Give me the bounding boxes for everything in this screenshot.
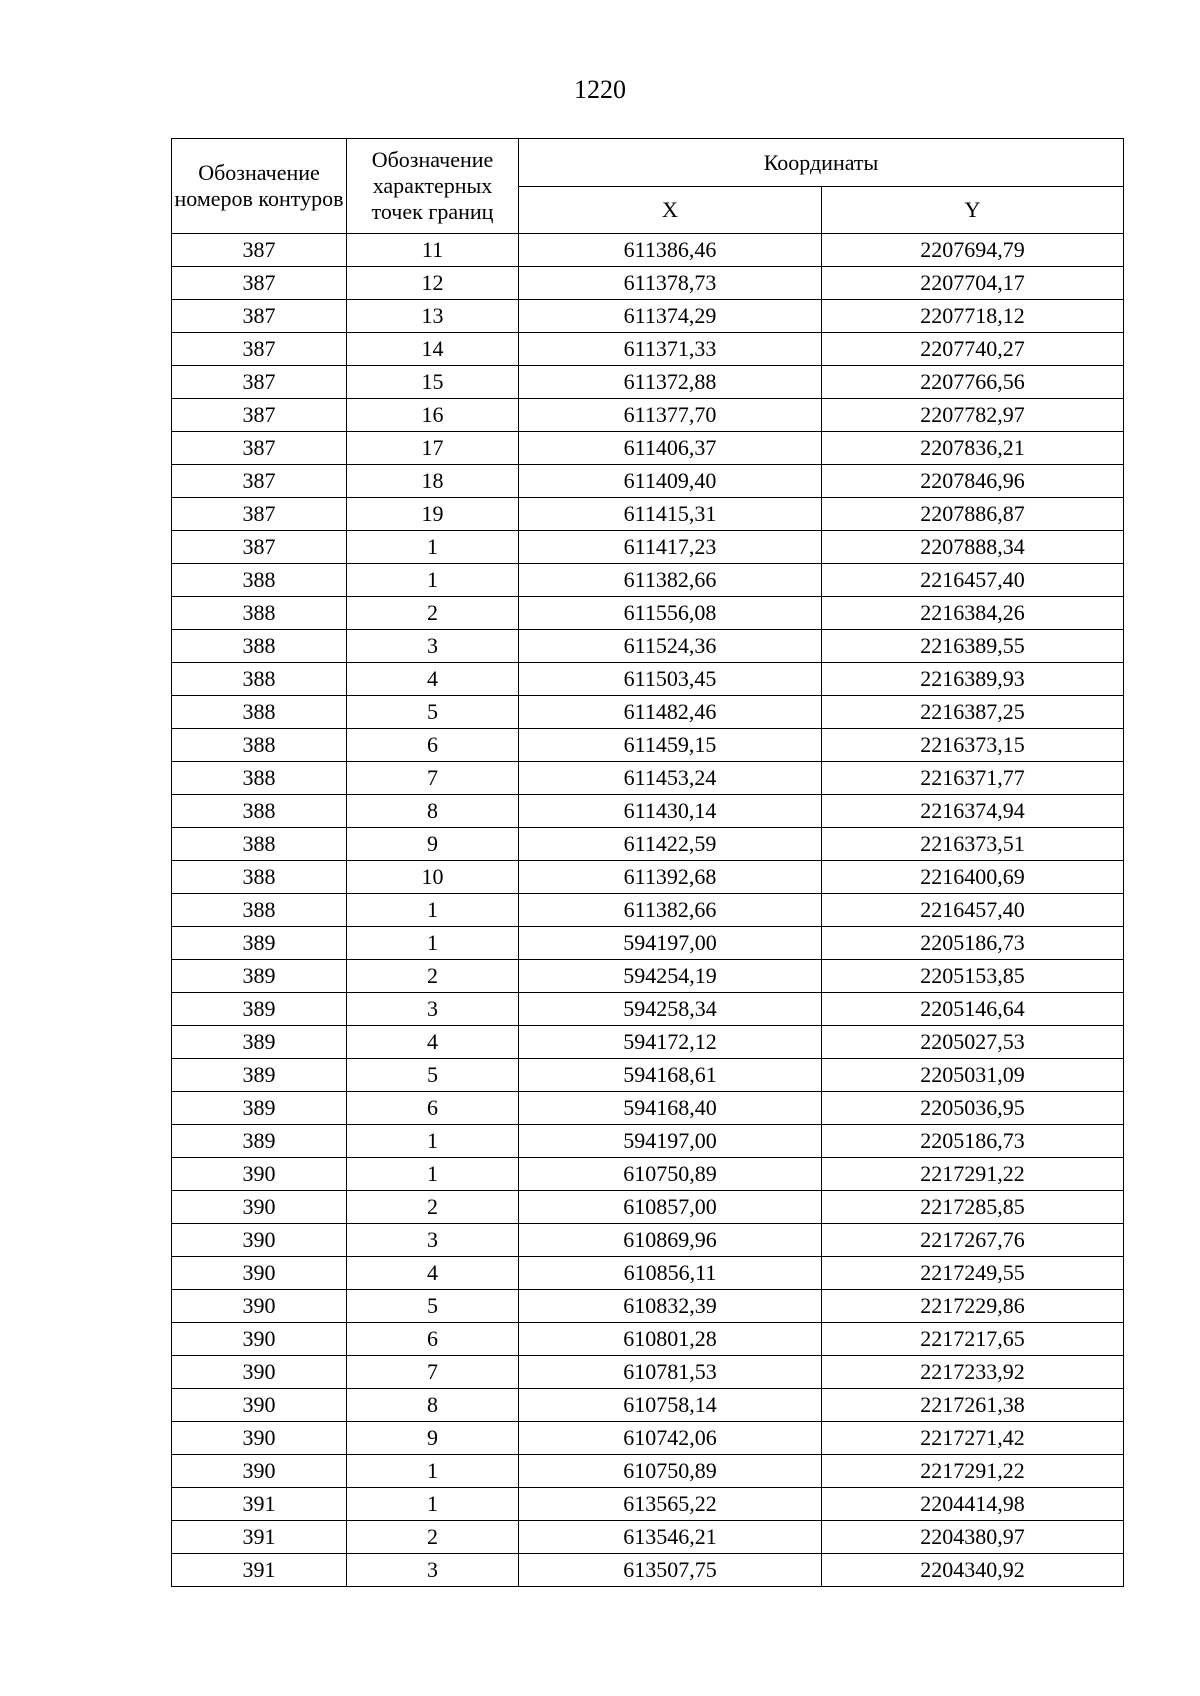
cell-contour-number: 390 xyxy=(172,1191,347,1224)
cell-y: 2216457,40 xyxy=(822,894,1124,927)
table-row xyxy=(172,762,1124,795)
cell-x: 594258,34 xyxy=(519,993,822,1026)
cell-y: 2207888,34 xyxy=(822,531,1124,564)
cell-contour-number: 391 xyxy=(172,1521,347,1554)
cell-point-number: 9 xyxy=(347,1422,519,1455)
cell-point-number: 8 xyxy=(347,1389,519,1422)
table-row xyxy=(172,1554,1124,1587)
table-row xyxy=(172,465,1124,498)
cell-contour-number: 390 xyxy=(172,1323,347,1356)
header-coordinates: Координаты xyxy=(519,139,1124,187)
cell-y: 2207718,12 xyxy=(822,300,1124,333)
table-row xyxy=(172,564,1124,597)
table-row xyxy=(172,333,1124,366)
header-x: X xyxy=(519,187,822,234)
cell-y: 2205186,73 xyxy=(822,927,1124,960)
cell-x: 613546,21 xyxy=(519,1521,822,1554)
table-row xyxy=(172,663,1124,696)
cell-y: 2217261,38 xyxy=(822,1389,1124,1422)
table-row xyxy=(172,498,1124,531)
cell-y: 2216373,51 xyxy=(822,828,1124,861)
cell-contour-number: 389 xyxy=(172,927,347,960)
cell-point-number: 8 xyxy=(347,795,519,828)
cell-y: 2216387,25 xyxy=(822,696,1124,729)
cell-x: 610869,96 xyxy=(519,1224,822,1257)
cell-y: 2207694,79 xyxy=(822,234,1124,267)
cell-x: 594168,40 xyxy=(519,1092,822,1125)
cell-y: 2205027,53 xyxy=(822,1026,1124,1059)
cell-x: 610742,06 xyxy=(519,1422,822,1455)
cell-point-number: 7 xyxy=(347,1356,519,1389)
cell-contour-number: 387 xyxy=(172,366,347,399)
cell-x: 611382,66 xyxy=(519,564,822,597)
table-row xyxy=(172,531,1124,564)
table-row xyxy=(172,1257,1124,1290)
table-row xyxy=(172,927,1124,960)
cell-point-number: 5 xyxy=(347,696,519,729)
table-row xyxy=(172,597,1124,630)
cell-x: 610758,14 xyxy=(519,1389,822,1422)
cell-point-number: 2 xyxy=(347,1191,519,1224)
cell-contour-number: 388 xyxy=(172,597,347,630)
cell-x: 611371,33 xyxy=(519,333,822,366)
cell-y: 2205031,09 xyxy=(822,1059,1124,1092)
cell-x: 611417,23 xyxy=(519,531,822,564)
cell-contour-number: 388 xyxy=(172,696,347,729)
cell-contour-number: 389 xyxy=(172,1059,347,1092)
cell-contour-number: 389 xyxy=(172,1092,347,1125)
cell-contour-number: 390 xyxy=(172,1224,347,1257)
cell-y: 2217229,86 xyxy=(822,1290,1124,1323)
cell-y: 2205186,73 xyxy=(822,1125,1124,1158)
cell-y: 2217291,22 xyxy=(822,1158,1124,1191)
table-body xyxy=(172,234,1124,1587)
cell-contour-number: 390 xyxy=(172,1389,347,1422)
cell-y: 2207740,27 xyxy=(822,333,1124,366)
cell-x: 610857,00 xyxy=(519,1191,822,1224)
header-boundary-point: Обозначение характерных точек границ xyxy=(347,139,519,234)
cell-x: 613507,75 xyxy=(519,1554,822,1587)
table-row xyxy=(172,1059,1124,1092)
cell-y: 2207782,97 xyxy=(822,399,1124,432)
cell-point-number: 15 xyxy=(347,366,519,399)
cell-point-number: 18 xyxy=(347,465,519,498)
cell-contour-number: 390 xyxy=(172,1257,347,1290)
cell-point-number: 17 xyxy=(347,432,519,465)
cell-point-number: 1 xyxy=(347,531,519,564)
cell-x: 610781,53 xyxy=(519,1356,822,1389)
cell-y: 2207766,56 xyxy=(822,366,1124,399)
cell-point-number: 1 xyxy=(347,1125,519,1158)
cell-x: 611372,88 xyxy=(519,366,822,399)
cell-x: 611459,15 xyxy=(519,729,822,762)
cell-point-number: 6 xyxy=(347,729,519,762)
table-row xyxy=(172,1455,1124,1488)
table-row xyxy=(172,1356,1124,1389)
cell-y: 2204340,92 xyxy=(822,1554,1124,1587)
cell-x: 594172,12 xyxy=(519,1026,822,1059)
cell-point-number: 2 xyxy=(347,1521,519,1554)
cell-contour-number: 389 xyxy=(172,960,347,993)
cell-point-number: 3 xyxy=(347,993,519,1026)
cell-x: 611482,46 xyxy=(519,696,822,729)
cell-x: 594197,00 xyxy=(519,1125,822,1158)
cell-x: 611386,46 xyxy=(519,234,822,267)
table-row xyxy=(172,1092,1124,1125)
table-row xyxy=(172,366,1124,399)
cell-x: 611377,70 xyxy=(519,399,822,432)
cell-point-number: 1 xyxy=(347,1158,519,1191)
table-row xyxy=(172,828,1124,861)
cell-point-number: 14 xyxy=(347,333,519,366)
cell-point-number: 11 xyxy=(347,234,519,267)
cell-y: 2216389,55 xyxy=(822,630,1124,663)
cell-contour-number: 391 xyxy=(172,1554,347,1587)
cell-x: 611430,14 xyxy=(519,795,822,828)
cell-contour-number: 388 xyxy=(172,564,347,597)
cell-contour-number: 390 xyxy=(172,1290,347,1323)
table-row xyxy=(172,795,1124,828)
cell-x: 610750,89 xyxy=(519,1158,822,1191)
cell-contour-number: 389 xyxy=(172,1125,347,1158)
cell-contour-number: 387 xyxy=(172,300,347,333)
cell-y: 2207836,21 xyxy=(822,432,1124,465)
cell-contour-number: 389 xyxy=(172,1026,347,1059)
cell-contour-number: 388 xyxy=(172,861,347,894)
cell-y: 2217217,65 xyxy=(822,1323,1124,1356)
cell-point-number: 1 xyxy=(347,894,519,927)
cell-y: 2217271,42 xyxy=(822,1422,1124,1455)
cell-x: 611378,73 xyxy=(519,267,822,300)
cell-contour-number: 387 xyxy=(172,267,347,300)
table-row xyxy=(172,861,1124,894)
cell-y: 2217267,76 xyxy=(822,1224,1124,1257)
cell-point-number: 1 xyxy=(347,564,519,597)
cell-x: 610801,28 xyxy=(519,1323,822,1356)
cell-x: 611556,08 xyxy=(519,597,822,630)
cell-y: 2217291,22 xyxy=(822,1455,1124,1488)
cell-contour-number: 388 xyxy=(172,729,347,762)
cell-point-number: 13 xyxy=(347,300,519,333)
table-row xyxy=(172,894,1124,927)
cell-contour-number: 388 xyxy=(172,795,347,828)
cell-point-number: 6 xyxy=(347,1092,519,1125)
table-row xyxy=(172,432,1124,465)
table-row xyxy=(172,234,1124,267)
cell-x: 610750,89 xyxy=(519,1455,822,1488)
cell-x: 594168,61 xyxy=(519,1059,822,1092)
cell-point-number: 1 xyxy=(347,1455,519,1488)
cell-y: 2216371,77 xyxy=(822,762,1124,795)
cell-point-number: 3 xyxy=(347,1554,519,1587)
cell-contour-number: 387 xyxy=(172,531,347,564)
cell-contour-number: 388 xyxy=(172,663,347,696)
cell-y: 2204414,98 xyxy=(822,1488,1124,1521)
cell-x: 610832,39 xyxy=(519,1290,822,1323)
cell-x: 594197,00 xyxy=(519,927,822,960)
table-row xyxy=(172,1125,1124,1158)
cell-contour-number: 387 xyxy=(172,432,347,465)
table-row xyxy=(172,1323,1124,1356)
cell-point-number: 10 xyxy=(347,861,519,894)
cell-y: 2217233,92 xyxy=(822,1356,1124,1389)
cell-point-number: 2 xyxy=(347,597,519,630)
cell-contour-number: 390 xyxy=(172,1158,347,1191)
cell-contour-number: 387 xyxy=(172,234,347,267)
coordinates-table xyxy=(171,138,1124,1587)
cell-point-number: 4 xyxy=(347,1257,519,1290)
cell-point-number: 3 xyxy=(347,630,519,663)
table-header xyxy=(172,139,1124,234)
cell-point-number: 4 xyxy=(347,1026,519,1059)
cell-y: 2216384,26 xyxy=(822,597,1124,630)
cell-x: 611503,45 xyxy=(519,663,822,696)
cell-y: 2216400,69 xyxy=(822,861,1124,894)
cell-contour-number: 388 xyxy=(172,762,347,795)
cell-y: 2204380,97 xyxy=(822,1521,1124,1554)
cell-x: 611453,24 xyxy=(519,762,822,795)
cell-x: 611415,31 xyxy=(519,498,822,531)
page-number: 1220 xyxy=(574,75,626,104)
cell-point-number: 16 xyxy=(347,399,519,432)
table-row xyxy=(172,1026,1124,1059)
cell-y: 2216389,93 xyxy=(822,663,1124,696)
cell-x: 610856,11 xyxy=(519,1257,822,1290)
cell-contour-number: 390 xyxy=(172,1455,347,1488)
cell-contour-number: 388 xyxy=(172,828,347,861)
table-row xyxy=(172,1191,1124,1224)
table-row xyxy=(172,993,1124,1026)
cell-x: 611422,59 xyxy=(519,828,822,861)
cell-contour-number: 387 xyxy=(172,498,347,531)
table-row xyxy=(172,399,1124,432)
cell-x: 611374,29 xyxy=(519,300,822,333)
table-row xyxy=(172,1224,1124,1257)
cell-x: 611406,37 xyxy=(519,432,822,465)
cell-x: 611524,36 xyxy=(519,630,822,663)
cell-point-number: 6 xyxy=(347,1323,519,1356)
cell-contour-number: 391 xyxy=(172,1488,347,1521)
cell-point-number: 12 xyxy=(347,267,519,300)
header-contour-number: Обозначение номеров контуров xyxy=(172,139,347,234)
cell-point-number: 3 xyxy=(347,1224,519,1257)
table-row xyxy=(172,1290,1124,1323)
cell-y: 2207886,87 xyxy=(822,498,1124,531)
cell-contour-number: 387 xyxy=(172,333,347,366)
table-row xyxy=(172,1488,1124,1521)
cell-contour-number: 387 xyxy=(172,465,347,498)
table-row xyxy=(172,1521,1124,1554)
table-row xyxy=(172,696,1124,729)
cell-point-number: 1 xyxy=(347,927,519,960)
cell-y: 2216457,40 xyxy=(822,564,1124,597)
cell-point-number: 7 xyxy=(347,762,519,795)
cell-point-number: 5 xyxy=(347,1059,519,1092)
table-row xyxy=(172,960,1124,993)
table-row xyxy=(172,1422,1124,1455)
cell-y: 2217249,55 xyxy=(822,1257,1124,1290)
cell-point-number: 9 xyxy=(347,828,519,861)
cell-contour-number: 390 xyxy=(172,1422,347,1455)
cell-y: 2207846,96 xyxy=(822,465,1124,498)
header-y: Y xyxy=(822,187,1124,234)
table-row xyxy=(172,1389,1124,1422)
cell-y: 2205146,64 xyxy=(822,993,1124,1026)
table-row xyxy=(172,1158,1124,1191)
table-row xyxy=(172,300,1124,333)
cell-y: 2217285,85 xyxy=(822,1191,1124,1224)
cell-x: 611409,40 xyxy=(519,465,822,498)
cell-contour-number: 390 xyxy=(172,1356,347,1389)
cell-point-number: 4 xyxy=(347,663,519,696)
cell-contour-number: 389 xyxy=(172,993,347,1026)
cell-contour-number: 387 xyxy=(172,399,347,432)
cell-y: 2216373,15 xyxy=(822,729,1124,762)
cell-point-number: 19 xyxy=(347,498,519,531)
cell-y: 2205036,95 xyxy=(822,1092,1124,1125)
cell-point-number: 2 xyxy=(347,960,519,993)
table-row xyxy=(172,267,1124,300)
cell-y: 2207704,17 xyxy=(822,267,1124,300)
cell-x: 613565,22 xyxy=(519,1488,822,1521)
cell-x: 611382,66 xyxy=(519,894,822,927)
table-row xyxy=(172,630,1124,663)
table-row xyxy=(172,729,1124,762)
cell-point-number: 5 xyxy=(347,1290,519,1323)
cell-point-number: 1 xyxy=(347,1488,519,1521)
cell-y: 2216374,94 xyxy=(822,795,1124,828)
cell-contour-number: 388 xyxy=(172,894,347,927)
cell-contour-number: 388 xyxy=(172,630,347,663)
cell-x: 611392,68 xyxy=(519,861,822,894)
cell-y: 2205153,85 xyxy=(822,960,1124,993)
cell-x: 594254,19 xyxy=(519,960,822,993)
